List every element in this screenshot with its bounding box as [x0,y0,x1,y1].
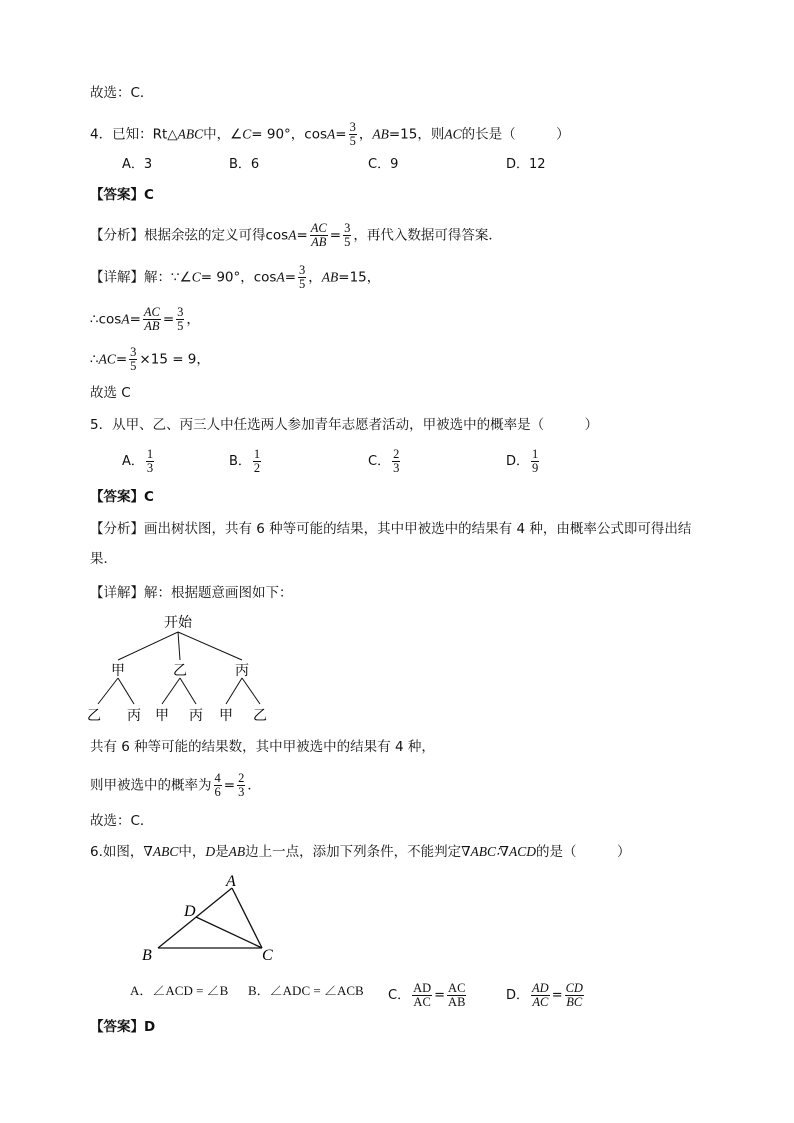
vertex-label-d: D [184,903,196,920]
probability-q5: 则甲被选中的概率为 $\frac{4}{6}$ = $\frac{2}{3}$ ． [90,771,261,799]
detail-q4: 【详解】解：∵∠C= 90°，cosA= $\frac{3}{5}$ ，AB=15， [90,263,381,291]
q6-option-a: A．∠ACD = ∠B [130,983,229,998]
tree-leaf: 丙 [127,708,141,724]
q5-option-a: A． $\frac{1}{3}$ [122,447,154,475]
q6-option-d: D． $\frac{AD}{AC}$ = $\frac{CD}{BC}$ [506,981,583,1009]
triangle-figure [136,868,286,968]
q6-option-b: B．∠ADC = ∠ACB [248,983,364,998]
tree-leaf: 甲 [155,708,169,724]
tree-leaf: 乙 [253,708,267,724]
q5-option-c: C． $\frac{2}{3}$ [368,447,400,475]
answer-q4: 【答案】C [90,187,154,203]
q4-option-c: C．9 [368,157,399,172]
q4-option-d: D．12 [506,157,546,172]
q5-option-b: B． $\frac{1}{2}$ [229,447,261,475]
q4-option-a: A．3 [122,157,153,172]
probability-tree-diagram [80,608,300,728]
tree-level1-node: 丙 [235,663,249,679]
analysis-q5-line2: 果． [90,551,117,567]
tree-root: 开始 [164,615,192,631]
vertex-label-b: B [142,947,152,964]
vertex-label-a: A [226,873,236,890]
summary-q5: 共有 6 种等可能的结果数，其中甲被选中的结果有 4 种， [90,739,435,755]
analysis-q5-line1: 【分析】画出树状图，共有 6 种等可能的结果，其中甲被选中的结果有 4 种，由概率公式即可得出结 [90,521,692,537]
tree-level1-node: 乙 [173,663,187,679]
q4-option-b: B．6 [229,157,260,172]
conclusion-q5: 故选：C． [90,813,154,829]
question-5: 5．从甲、乙、丙三人中任选两人参加青年志愿者活动，甲被选中的概率是（ ） [90,417,599,433]
tree-leaf: 甲 [219,708,233,724]
answer-q6: 【答案】D [90,1019,156,1035]
tree-leaf: 丙 [189,708,203,724]
vertex-label-c: C [262,947,273,964]
tree-leaf: 乙 [87,708,101,724]
conclusion-q4: 故选 C [90,385,131,401]
question-6: 6.如图，∇ABC中，D是AB边上一点，添加下列条件，不能判定∇ABC∶∇ACD的是（ ） [90,844,631,860]
detail-q5: 【详解】解：根据题意画图如下： [90,585,293,601]
answer-q5: 【答案】C [90,489,154,505]
q6-option-c: C． $\frac{AD}{AC}$ = $\frac{AC}{AB}$ [388,981,466,1009]
answer-line-q3: 故选：C． [90,85,154,101]
tree-level1-node: 甲 [111,663,125,679]
therefore-line-2: ∴AC= $\frac{3}{5}$ ×15 = 9， [90,345,210,373]
analysis-q4: 【分析】根据余弦的定义可得cosA= $\frac{AC}{AB}$ = $\frac{3}{5}$ ，再代入数据可得答案． [90,221,502,249]
therefore-line-1: ∴cosA= $\frac{AC}{AB}$ = $\frac{3}{5}$ ， [90,305,200,333]
q5-option-d: D． $\frac{1}{9}$ [506,447,539,475]
question-4: 4．已知：Rt△ABC中，∠C= 90°，cosA= $\frac{3}{5}$ ，AB=15，则AC的长是（ ） [90,120,570,148]
